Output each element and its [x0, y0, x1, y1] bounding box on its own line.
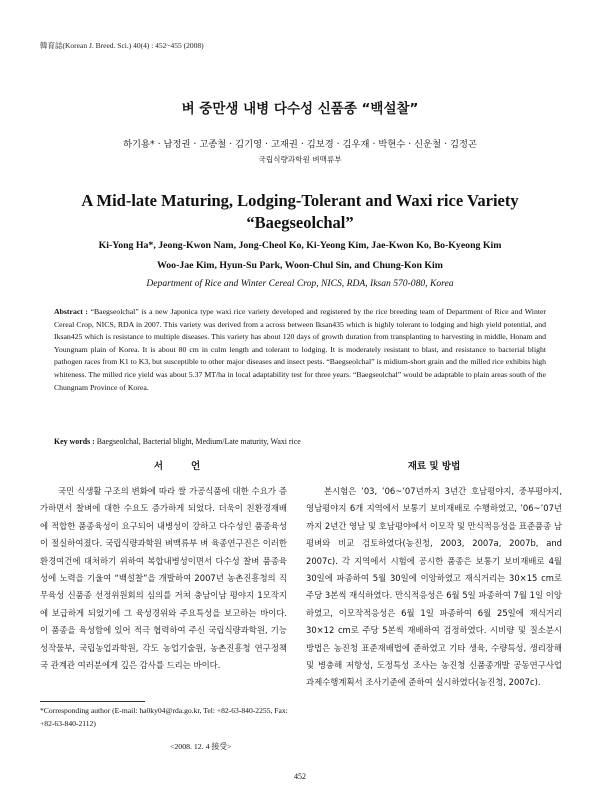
- keywords-text: Baegseolchal, Bacterial blight, Medium/Late maturity, Waxi rice: [94, 437, 301, 446]
- english-title-line2: “Baegseolchal”: [246, 213, 354, 232]
- english-authors-line1: Ki-Yong Ha*, Jeong-Kwon Nam, Jong-Cheol Ko, Ki-Yeong Kim, Jae-Kwon Ko, Bo-Kyeong Kim: [98, 240, 502, 251]
- abstract-text: “Baegseolchal” is a new Japonica type waxi rice variety developed and registered by the rice breeding team of Department of Rice and Winter Cereal Crop, NICS, RDA in 2007. This variety was derived from a across between Iksan435 which is highly tolerant to lodging and high yield potential, and Iksan425 which is resistance to multiple diseases. This variety has about 120 days of growth duration from transplanting to harvesting in middle, Honam and Youngnam plain of Korea. It is about 80 cm in culm length and tolerant to lodging. It is moderately resistant to blast, and resistance to bacterial blight pathogen races from K1 to K3, but susceptible to other major diseases and insect pests. “Baegseolchal” is midium-short grain and the milled rice exhibits high whiteness. The milled rice yield was about 5.37 MT/ha in local adaptability test for three years. “Baegseolchal” would be adaptable to plain areas south of the Chungnam Province of Korea.: [54, 307, 547, 392]
- keywords-label: Key words :: [54, 437, 95, 446]
- english-authors: [40, 236, 560, 276]
- intro-column: [40, 483, 287, 674]
- methods-column: [306, 483, 562, 692]
- methods-heading: 재료 및 방법: [407, 461, 461, 472]
- korean-title: 벼 중만생 내병 다수성 신품종 “백설찰”: [181, 101, 419, 117]
- english-title-line1: A Mid-late Maturing, Lodging-Tolerant and Waxi rice Variety: [81, 191, 519, 210]
- methods-paragraph: 본시험은 ’03, ’06~’07년까지 3년간 호남평야지, 중부평야지, 영남평야지 6개 지역에서 보통기 보비재배로 수행하였고, ’06~’07년까지 2년간 영남 및 호남평야에서 이모작 및 만식적응성을 표준품종 남평벼와 비교 검토하였다(농진청, 2003, 2007a, 2007b, and 2007c). 각 지역에서 시험에 공시한 품종은 보통기 보비재배로 4월 30일에 파종하여 5월 30일에 이앙하였고 재식거리는 30×15 cm로 주당 3본씩 재식하였다. 만식적응성은 6월 5일 파종하여 7월 1일 이앙하였고, 이모작적응성은 6월 1일 파종하여 6월 25일에 재식거리 30×12 cm로 주당 5본씩 재배하여 검정하였다. 시비량 및 질소분시방법은 농진청 표준재배법에 준하였고 기타 생육, 수량특성, 생리장해 및 병충해 저항성, 도정특성 조사는 농진청 신품종개발 공동연구사업 과제수행계획서 조사기준에 준하여 실시하였다(농진청, 2007c).: [306, 486, 562, 688]
- korean-authors: 하기용* · 남정권 · 고종철 · 김기영 · 고재권 · 김보경 · 김우재 · 박현수 · 신운철 · 김정곤: [123, 139, 477, 150]
- intro-paragraph: 국민 식생활 구조의 변화에 따라 쌀 가공식품에 대한 수요가 증가하면서 찰벼에 대한 수요도 증가하게 되었다. 더욱이 친환경재배에 적합한 품종육성이 요구되어 내병성이 강하고 다수성인 품종육성이 절실하여졌다. 국립식량과학원 벼맥류부 벼 육종연구진은 이러한 환경여건에 대처하기 위하여 복합내병성이면서 다수성 찰벼 품종육성에 노력을 기울여 “백설찰”을 개발하여 2007년 농촌진흥청의 직무육성 신품종 선정위원회의 심의를 거쳐 충남이남 평야지 1모작지에 보급하게 되었기에 그 육성경위와 주요특성을 보고하는 바이다. 이 품종을 육성함에 있어 적극 협력하여 주신 국립식량과학원, 기능성작물부, 국립농업과학원, 각도 농업기술원, 농촌진흥청 연구정책국 관계관 여러분에게 깊은 감사를 드리는 바이다.: [40, 486, 287, 671]
- abstract: [54, 306, 546, 394]
- intro-heading: 서언: [153, 461, 229, 472]
- footnote-rule: [40, 701, 145, 702]
- korean-affiliation: 국립식량과학원 벼맥류부: [258, 155, 342, 164]
- page-number: 452: [294, 772, 306, 781]
- english-title: [40, 190, 560, 234]
- corresponding-author-footnote: *Corresponding author (E-mail: ha0ky04@rda.go.kr, Tel: +82-63-840-2255, Fax: +82-63-840-2112): [40, 706, 288, 728]
- english-affiliation: Department of Rice and Winter Cereal Crop, NICS, RDA, Iksan 570-080, Korea: [146, 278, 454, 289]
- running-head: 韓育誌(Korean J. Breed. Sci.) 40(4) : 452~455 (2008): [40, 41, 204, 50]
- english-authors-line2: Woo-Jae Kim, Hyun-Su Park, Woon-Chul Sin, and Chung-Kon Kim: [157, 260, 443, 271]
- received-date: <2008. 12. 4 接受>: [170, 742, 232, 751]
- keywords: [54, 437, 546, 446]
- abstract-label: Abstract :: [54, 307, 88, 316]
